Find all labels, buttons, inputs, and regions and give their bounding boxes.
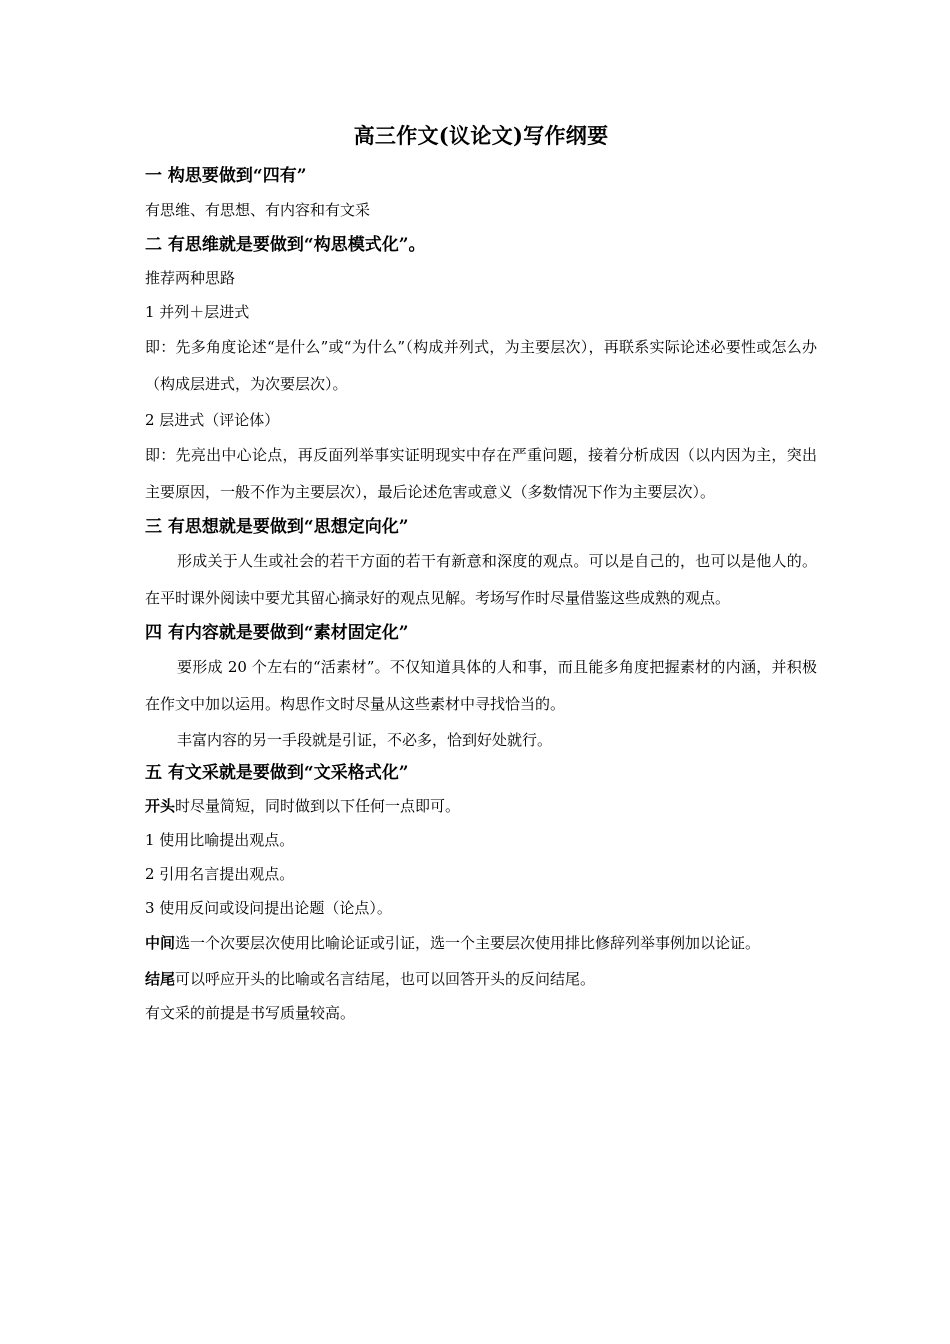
section5-point3: 3 使用反问或设问提出论题（论点）。	[145, 899, 392, 917]
section1-text: 有思维、有思想、有内容和有文采	[145, 201, 371, 219]
section1-heading: 一 构思要做到“四有”	[145, 166, 307, 186]
section5-point2: 2 引用名言提出观点。	[145, 865, 295, 883]
section5-point1: 1 使用比喻提出观点。	[145, 831, 295, 849]
section2-item1-text: 即：先多角度论述“是什么”或“为什么”（构成并列式，为主要层次），再联系实际论述必要性或怎么办（构成层进式，为次要层次）。	[145, 338, 817, 393]
section5-ending	[145, 962, 817, 996]
opening-text: 时尽量简短，同时做到以下任何一点即可。	[175, 797, 461, 815]
section2-item2-title: 2 层进式（评论体）	[145, 411, 280, 429]
section2-item2-text: 即：先亮出中心论点，再反面列举事实证明现实中存在严重问题，接着分析成因（以内因为主，突出主要原因，一般不作为主要层次），最后论述危害或意义（多数情况下作为主要层次）。	[145, 446, 817, 501]
section4-text2: 丰富内容的另一手段就是引证，不必多，恰到好处就行。	[177, 731, 553, 749]
section3-heading: 三 有思想就是要做到“思想定向化”	[145, 517, 409, 537]
middle-text: 选一个次要层次使用比喻论证或引证，选一个主要层次使用排比修辞列举事例加以论证。	[175, 934, 761, 952]
section2-heading: 二 有思维就是要做到“构思模式化”。	[145, 235, 426, 255]
section5-heading: 五 有文采就是要做到“文采格式化”	[145, 763, 409, 783]
section5-closing: 有文采的前提是书写质量较高。	[145, 1004, 356, 1022]
opening-lead: 开头	[145, 797, 176, 815]
ending-text: 可以呼应开头的比喻或名言结尾，也可以回答开头的反问结尾。	[175, 970, 596, 988]
section2-intro: 推荐两种思路	[145, 269, 236, 287]
document-page	[145, 118, 817, 1030]
middle-lead: 中间	[145, 934, 176, 952]
section2-item1-title: 1 并列＋层进式	[145, 303, 250, 321]
ending-lead: 结尾	[145, 970, 176, 988]
section4-text1: 要形成 20 个左右的“活素材”。不仅知道具体的人和事，而且能多角度把握素材的内涵，并积极在作文中加以运用。构思作文时尽量从这些素材中寻找恰当的。	[145, 658, 817, 713]
section5-middle	[145, 925, 817, 962]
section3-text: 形成关于人生或社会的若干方面的若干有新意和深度的观点。可以是自己的，也可以是他人的。在平时课外阅读中要尤其留心摘录好的观点见解。考场写作时尽量借鉴这些成熟的观点。	[145, 552, 817, 607]
section4-heading: 四 有内容就是要做到“素材固定化”	[145, 623, 409, 643]
section5-opening	[145, 789, 817, 823]
document-title: 高三作文(议论文)写作纲要	[353, 123, 609, 148]
